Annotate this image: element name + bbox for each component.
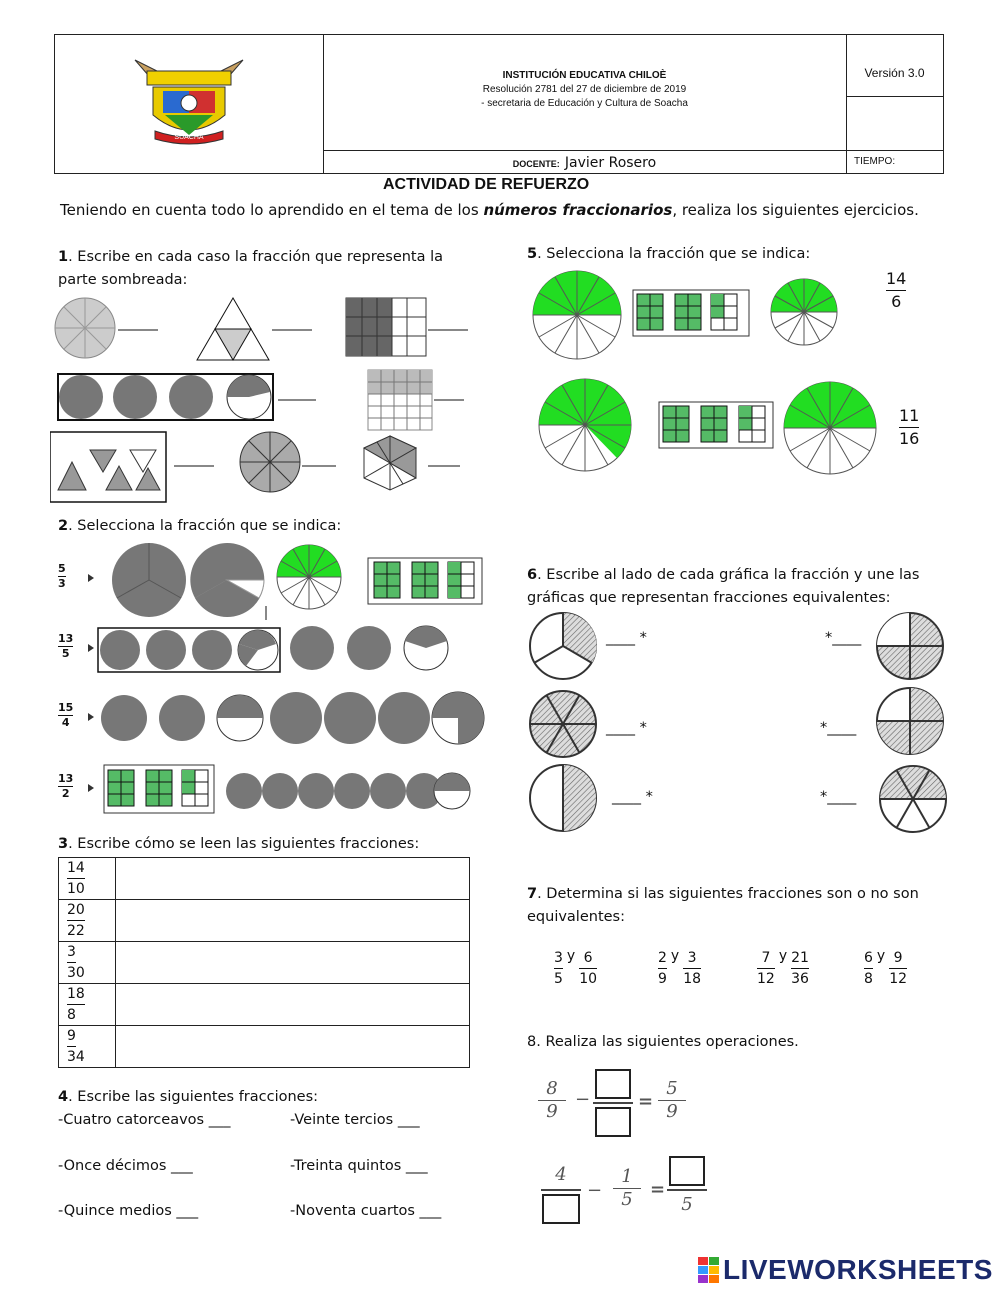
q4-item-5[interactable]: -Quince medios ___ bbox=[58, 1203, 199, 1219]
q2-figures bbox=[84, 540, 494, 820]
q8-op2-equals: = bbox=[650, 1179, 666, 1200]
q4-item-3[interactable]: -Once décimos ___ bbox=[58, 1158, 193, 1174]
q8-heading: 8. Realiza las siguientes operaciones. bbox=[527, 1034, 799, 1050]
q3-frac-den: 30 bbox=[67, 965, 85, 981]
q2-row2-options[interactable] bbox=[98, 626, 448, 672]
q8-op2-a-num: 4 bbox=[555, 1164, 567, 1185]
q6-blank[interactable]: ____ bbox=[827, 720, 857, 736]
q7-pair-frac: 12 bbox=[889, 971, 908, 987]
q1-text2: parte sombreada: bbox=[58, 272, 188, 288]
q6-left-circle-2[interactable] bbox=[530, 691, 596, 757]
q2-arrows bbox=[88, 574, 94, 792]
q3-frac-cell bbox=[59, 984, 116, 1026]
footer-brand-text: LIVEWORKSHEETS bbox=[723, 1254, 993, 1285]
q1-figures bbox=[50, 290, 480, 505]
q2-frac-2 bbox=[58, 632, 73, 661]
q3-answer-cell[interactable] bbox=[116, 984, 470, 1026]
version-cell bbox=[846, 35, 943, 97]
teacher-cell bbox=[323, 150, 847, 173]
q7-pair-frac: 9 bbox=[889, 948, 907, 969]
q1-triangles-fig bbox=[50, 432, 166, 502]
q6-left-blank-1[interactable] bbox=[606, 630, 647, 646]
table-row bbox=[59, 858, 470, 900]
q7-pair-1 bbox=[554, 948, 597, 989]
q1-text: . Escribe en cada caso la fracción que representa la bbox=[68, 249, 444, 265]
q3-frac-num: 3 bbox=[67, 942, 76, 963]
q2-row1-options[interactable] bbox=[112, 543, 482, 620]
q1-heading bbox=[58, 246, 443, 292]
q6-right-blank-1[interactable] bbox=[825, 630, 861, 646]
q5-frac-2 bbox=[899, 405, 919, 450]
q1-four-circles bbox=[58, 374, 273, 420]
teacher-name: Javier Rosero bbox=[564, 155, 657, 171]
q8-op1-result bbox=[658, 1078, 686, 1123]
q6-star[interactable]: * bbox=[820, 789, 828, 805]
q8-op1-answer[interactable] bbox=[593, 1069, 633, 1137]
q1-rect-fig bbox=[346, 298, 426, 356]
q4-item-4[interactable]: -Treinta quintos ___ bbox=[290, 1158, 428, 1174]
q1-hexagon-fig bbox=[364, 436, 416, 490]
q4-num: 4 bbox=[58, 1089, 69, 1105]
q8-op1-answer-num-box[interactable] bbox=[595, 1069, 631, 1099]
q1-grid-fig bbox=[368, 370, 432, 430]
q3-answer-cell[interactable] bbox=[116, 900, 470, 942]
table-row bbox=[59, 900, 470, 942]
q7-pair-frac: 21 bbox=[791, 948, 809, 969]
q3-answer-cell[interactable] bbox=[116, 858, 470, 900]
q2-frac-2-num: 13 bbox=[58, 632, 74, 645]
q2-frac-1-num: 5 bbox=[58, 562, 66, 575]
q7-pair-frac: 10 bbox=[579, 971, 598, 987]
q2-heading bbox=[58, 518, 341, 534]
q2-frac-4-den: 2 bbox=[61, 787, 70, 800]
q4-item-6[interactable]: -Noventa cuartos ___ bbox=[290, 1203, 442, 1219]
q8-op2-answer-num-box[interactable] bbox=[669, 1156, 705, 1186]
q8-op1-equals: = bbox=[638, 1091, 654, 1112]
empty-cell bbox=[846, 96, 943, 150]
q7-pair-frac: 6 bbox=[579, 948, 597, 969]
q4-heading bbox=[58, 1089, 318, 1105]
page-title: ACTIVIDAD DE REFUERZO bbox=[383, 176, 590, 193]
q8-op2-fraction-bar bbox=[541, 1189, 581, 1191]
school-logo bbox=[55, 35, 323, 173]
time-cell bbox=[846, 150, 943, 174]
q1-circle8-fig bbox=[240, 432, 300, 492]
q4-item-1[interactable]: -Cuatro catorceavos ___ bbox=[58, 1112, 231, 1128]
q7-num: 7 bbox=[527, 886, 538, 902]
q6-right-circle-3[interactable] bbox=[880, 766, 946, 832]
q6-left-circle-3[interactable] bbox=[530, 765, 596, 831]
q2-frac-3-num: 15 bbox=[58, 701, 74, 714]
q6-blank[interactable]: ____ bbox=[606, 720, 635, 736]
q8-op1-minus: − bbox=[575, 1089, 591, 1110]
intro-text bbox=[60, 201, 919, 219]
q6-blank[interactable]: ____ bbox=[612, 789, 641, 805]
q5-frac-2-num: 11 bbox=[899, 405, 919, 428]
version-text: Versión 3.0 bbox=[864, 66, 925, 80]
q2-num: 2 bbox=[58, 518, 69, 534]
q7-heading bbox=[527, 883, 919, 929]
q6-num: 6 bbox=[527, 567, 538, 583]
q5-figures bbox=[525, 268, 885, 478]
q5-heading bbox=[527, 246, 810, 262]
q6-left-blank-2[interactable] bbox=[606, 720, 647, 736]
q3-frac-den: 34 bbox=[67, 1049, 85, 1065]
q2-frac-1 bbox=[58, 562, 66, 591]
q6-right-blank-3[interactable] bbox=[820, 789, 856, 805]
q6-right-circle-2[interactable] bbox=[877, 688, 943, 754]
q3-frac-cell bbox=[59, 858, 116, 900]
q2-frac-2-den: 5 bbox=[61, 647, 70, 660]
q6-star[interactable]: * bbox=[645, 789, 653, 805]
intro-emph: números fraccionarios bbox=[483, 201, 673, 219]
q6-star[interactable]: * bbox=[639, 630, 647, 646]
q7-text2: equivalentes: bbox=[527, 909, 625, 925]
q2-row4-options[interactable] bbox=[104, 765, 470, 813]
q3-frac-den: 8 bbox=[67, 1007, 76, 1023]
q6-star[interactable]: * bbox=[639, 720, 647, 736]
q8-op2-a[interactable] bbox=[541, 1164, 581, 1224]
q8-op2-b-num: 1 bbox=[613, 1166, 641, 1189]
q5-frac-1-num: 14 bbox=[886, 268, 906, 291]
q8-op2-b-den: 5 bbox=[621, 1189, 633, 1210]
q7-pair-4 bbox=[864, 948, 907, 989]
q6-blank[interactable]: ____ bbox=[832, 630, 862, 646]
q8-op1-answer-den-box[interactable] bbox=[595, 1107, 631, 1137]
q7-pair-3 bbox=[757, 948, 809, 989]
q1-circle-fig bbox=[55, 298, 115, 358]
footer-brand bbox=[697, 1254, 993, 1286]
q6-heading bbox=[527, 564, 919, 610]
q7-pair-frac: 3 bbox=[683, 948, 701, 969]
q7-pair-frac: 6 bbox=[864, 948, 873, 969]
q6-star[interactable]: * bbox=[820, 720, 828, 736]
q6-right-circle-1[interactable] bbox=[877, 613, 943, 679]
q3-frac-cell bbox=[59, 942, 116, 984]
q3-frac-cell bbox=[59, 900, 116, 942]
q7-pair-frac: 8 bbox=[864, 971, 873, 987]
q3-frac-cell bbox=[59, 1026, 116, 1068]
q6-star[interactable]: * bbox=[825, 630, 833, 646]
q2-text: . Selecciona la fracción que se indica: bbox=[68, 518, 342, 534]
q3-frac-den: 22 bbox=[67, 923, 85, 939]
table-row bbox=[59, 942, 470, 984]
q7-y: y bbox=[566, 948, 576, 964]
q5-num: 5 bbox=[527, 246, 538, 262]
q7-text: . Determina si las siguientes fracciones son o no son bbox=[537, 886, 919, 902]
intro-before: Teniendo en cuenta todo lo aprendido en el tema de los bbox=[60, 201, 484, 219]
q1-num: 1 bbox=[58, 249, 69, 265]
q4-text: . Escribe las siguientes fracciones: bbox=[68, 1089, 319, 1105]
q6-text: . Escribe al lado de cada gráfica la fracción y une las bbox=[537, 567, 920, 583]
q2-frac-4-num: 13 bbox=[58, 772, 74, 785]
q3-text: . Escribe cómo se leen las siguientes fracciones: bbox=[68, 836, 420, 852]
q5-text: . Selecciona la fracción que se indica: bbox=[537, 246, 811, 262]
q7-pair-frac: 7 bbox=[757, 948, 775, 969]
q3-answer-cell[interactable] bbox=[116, 942, 470, 984]
time-label: TIEMPO: bbox=[854, 156, 896, 167]
q6-left-circle-1[interactable] bbox=[530, 613, 597, 679]
q7-pair-frac: 12 bbox=[757, 971, 775, 987]
q8-op1-a-num: 8 bbox=[538, 1078, 566, 1101]
q5-row1-options[interactable] bbox=[533, 271, 837, 359]
q2-frac-3-den: 4 bbox=[61, 716, 70, 729]
q3-frac-num: 14 bbox=[67, 858, 85, 879]
q7-y: y bbox=[876, 948, 886, 964]
q2-frac-3 bbox=[58, 701, 73, 730]
q7-pair-frac: 36 bbox=[791, 971, 809, 987]
table-row bbox=[59, 984, 470, 1026]
q8-op1-result-num: 5 bbox=[658, 1078, 686, 1101]
q4-item-2[interactable]: -Veinte tercios ___ bbox=[290, 1112, 420, 1128]
q3-num: 3 bbox=[58, 836, 69, 852]
q5-row2-options[interactable] bbox=[539, 379, 876, 474]
q2-frac-4 bbox=[58, 772, 73, 801]
q8-op1-fraction-bar bbox=[593, 1102, 633, 1104]
q7-pair-frac: 18 bbox=[683, 971, 702, 987]
q1-triangle-fig bbox=[197, 298, 269, 360]
header-table bbox=[54, 34, 944, 174]
q8-op2-b bbox=[613, 1166, 641, 1211]
q3-frac-den: 10 bbox=[67, 881, 85, 897]
q8-op2-minus: − bbox=[587, 1180, 603, 1201]
q3-frac-num: 20 bbox=[67, 900, 85, 921]
q3-answer-cell[interactable] bbox=[116, 1026, 470, 1068]
q8-op2-result[interactable] bbox=[667, 1156, 707, 1216]
q7-pair-frac: 9 bbox=[658, 971, 667, 987]
q3-frac-num: 18 bbox=[67, 984, 85, 1005]
q7-pair-frac: 5 bbox=[554, 971, 563, 987]
intro-after: , realiza los siguientes ejercicios. bbox=[672, 201, 919, 219]
table-row bbox=[59, 1026, 470, 1068]
q7-pair-2 bbox=[658, 948, 701, 989]
q2-frac-1-den: 3 bbox=[58, 577, 66, 590]
liveworksheets-logo-icon bbox=[697, 1255, 723, 1285]
q3-table bbox=[58, 857, 470, 1068]
q5-frac-2-den: 16 bbox=[899, 429, 920, 448]
q6-right-blank-2[interactable] bbox=[820, 720, 856, 736]
q8-op2-result-bar bbox=[667, 1189, 707, 1191]
q3-frac-num: 9 bbox=[67, 1026, 76, 1047]
q8-op1-result-den: 9 bbox=[666, 1101, 678, 1122]
q3-heading bbox=[58, 836, 419, 852]
q6-text2: gráficas que representan fracciones equivalentes: bbox=[527, 590, 891, 606]
q7-pair-frac: 3 bbox=[554, 948, 563, 969]
q5-frac-1-den: 6 bbox=[891, 292, 902, 311]
q8-op1-a-den: 9 bbox=[546, 1101, 558, 1122]
q8-op2-result-den: 5 bbox=[681, 1194, 693, 1215]
q8-op1-a bbox=[538, 1078, 566, 1123]
logo-text: SUACHA bbox=[174, 134, 204, 141]
institution-name: INSTITUCIÓN EDUCATIVA CHILOÈ bbox=[502, 70, 667, 81]
q8-op2-answer-den-box[interactable] bbox=[542, 1194, 580, 1224]
institution-cell bbox=[323, 35, 847, 151]
q7-y: y bbox=[670, 948, 680, 964]
q7-pair-frac: 2 bbox=[658, 948, 667, 969]
q6-left-blank-3[interactable] bbox=[612, 789, 653, 805]
q6-blank[interactable]: ____ bbox=[606, 630, 635, 646]
q6-blank[interactable]: ____ bbox=[827, 789, 857, 805]
secretary-text: - secretaria de Educación y Cultura de Soacha bbox=[481, 98, 688, 109]
q2-row3-options[interactable] bbox=[101, 692, 484, 744]
teacher-label: DOCENTE: bbox=[512, 159, 560, 169]
logo-cell bbox=[55, 35, 324, 173]
q5-frac-1 bbox=[886, 268, 906, 313]
resolution-text: Resolución 2781 del 27 de diciembre de 2019 bbox=[482, 84, 687, 95]
q7-y: y bbox=[778, 948, 788, 964]
q6-figures bbox=[525, 608, 955, 838]
